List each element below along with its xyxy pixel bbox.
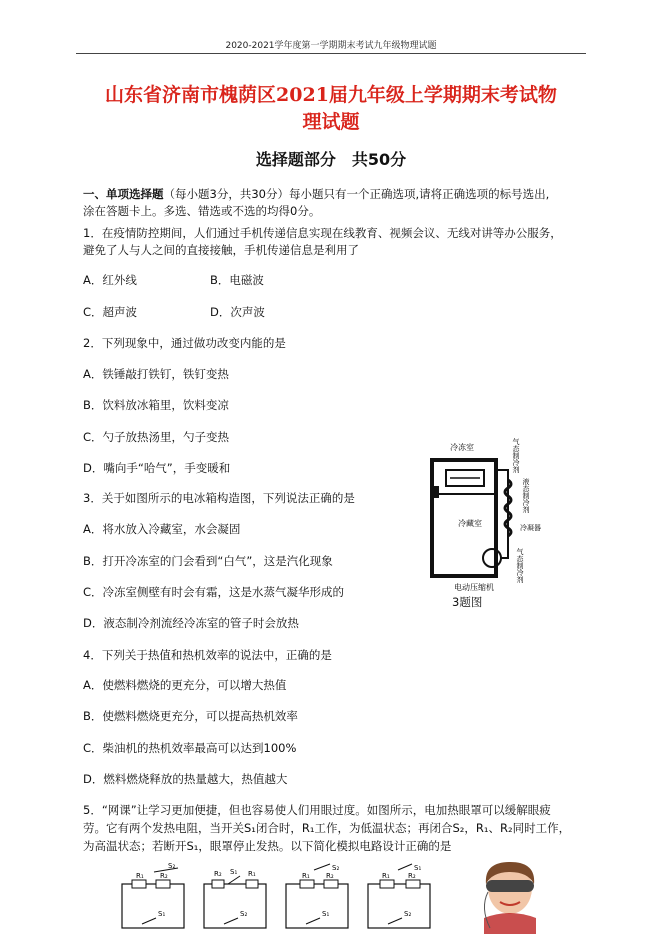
- svg-text:S₁: S₁: [230, 868, 238, 876]
- circuit-d: [368, 864, 430, 928]
- part1-heading: 一、单项选择题: [83, 187, 164, 201]
- svg-text:S₁: S₁: [414, 864, 422, 872]
- svg-text:S₂: S₂: [332, 864, 340, 872]
- svg-text:S₂: S₂: [168, 862, 176, 870]
- circuit-b: [204, 868, 266, 928]
- q1-stem-a: 1．在疫情防控期间，人们通过手机传递信息实现在线教育、视频会议、无线对讲等办公服务，: [83, 226, 562, 240]
- svg-text:S₁: S₁: [158, 910, 166, 918]
- label-fridge: 冷藏室: [458, 519, 482, 528]
- q1-option-c: C．超声波: [83, 305, 138, 319]
- q1-stem-b: 避免了人与人之间的直接接触，手机传递信息是利用了: [83, 243, 359, 257]
- q1-option-d: D．次声波: [210, 305, 265, 319]
- svg-text:R₁: R₁: [248, 870, 256, 878]
- header-rule: [76, 53, 586, 54]
- label-freezer: 冷冻室: [450, 443, 474, 452]
- svg-text:R₁: R₁: [302, 872, 310, 880]
- q5-stem-b: 劳。它有两个发热电阻，当开关S₁闭合时，R₁工作，为低温状态；再闭合S₂，R₁、R₂同时工作，: [83, 821, 571, 835]
- q3-option-c: C．冷冻室侧壁有时会有霜，这是水蒸气凝华形成的: [83, 585, 345, 599]
- part1-instruction-a: （每小题3分，共30分）每小题只有一个正确选项,请将正确选项的标号选出,: [163, 187, 550, 201]
- q4-stem: 4．下列关于热值和热机效率的说法中，正确的是: [83, 648, 332, 662]
- label-compressor: 电动压缩机: [454, 583, 494, 592]
- q5-stem-a: 5．“网课”让学习更加便捷，但也容易使人们用眼过度。如图所示，电加热眼罩可以缓解眼疲: [83, 803, 551, 817]
- label-condenser: 冷凝器: [520, 524, 541, 532]
- svg-text:S₂: S₂: [240, 910, 248, 918]
- label-pipe3: 气态制冷剂: [516, 548, 524, 583]
- exam-title-line1: 山东省济南市槐荫区2021届九年级上学期期末考试物: [105, 84, 557, 106]
- circuit-a: [122, 862, 184, 928]
- q5-stem-c: 为高温状态；若断开S₁，眼罩停止发热。以下简化模拟电路设计正确的是: [83, 839, 452, 853]
- circuit-options: [118, 862, 468, 934]
- q3-option-b: B．打开冷冻室的门会看到“白气”，这是汽化现象: [83, 554, 333, 568]
- door-handle: [433, 486, 439, 498]
- q2-option-d: D．嘴向手“哈气”，手变暖和: [83, 461, 231, 475]
- svg-text:R₁: R₁: [382, 872, 390, 880]
- page-header: 2020-2021学年度第一学期期末考试九年级物理试题: [225, 41, 437, 51]
- compressor-icon: [483, 549, 501, 567]
- eye-mask-icon: [486, 880, 534, 892]
- svg-text:R₁: R₁: [136, 872, 144, 880]
- q4-option-b: B．使燃料燃烧更充分，可以提高热机效率: [83, 709, 298, 723]
- eye-mask-illustration: [470, 858, 550, 934]
- q2-option-a: A．铁锤敲打铁钉，铁钉变热: [83, 367, 229, 381]
- svg-text:S₂: S₂: [404, 910, 412, 918]
- circuit-c: [286, 864, 348, 928]
- svg-text:R₂: R₂: [160, 872, 168, 880]
- q2-stem: 2．下列现象中，通过做功改变内能的是: [83, 336, 286, 350]
- q3-option-a: A．将水放入冷藏室，水会凝固: [83, 522, 241, 536]
- exam-title-line2: 理试题: [302, 111, 360, 133]
- q4-option-a: A．使燃料燃烧的更充分，可以增大热值: [83, 678, 287, 692]
- q3-figure-caption: 3题图: [452, 595, 483, 609]
- label-pipe1: 气态制冷剂: [512, 438, 520, 473]
- q3-stem: 3．关于如图所示的电冰箱构造图，下列说法正确的是: [83, 491, 355, 505]
- svg-text:R₂: R₂: [326, 872, 334, 880]
- refrigerator-diagram: [424, 430, 554, 610]
- svg-text:R₂: R₂: [408, 872, 416, 880]
- q2-option-c: C．勺子放热汤里，勺子变热: [83, 430, 230, 444]
- q4-option-d: D．燃料燃烧释放的热量越大，热值越大: [83, 772, 288, 786]
- part1-instruction: [83, 186, 549, 202]
- label-pipe2: 液态制冷剂: [522, 478, 530, 513]
- q1-option-b: B．电磁波: [210, 273, 264, 287]
- q3-option-d: D．液态制冷剂流经冷冻室的管子时会放热: [83, 616, 299, 630]
- q4-option-c: C．柴油机的热机效率最高可以达到100%: [83, 741, 297, 755]
- part1-instruction-b: 涂在答题卡上。多选、错选或不选的均得0分。: [83, 204, 321, 218]
- q1-option-a: A．红外线: [83, 273, 137, 287]
- section-title: 选择题部分 共50分: [255, 150, 407, 169]
- svg-text:R₂: R₂: [214, 870, 222, 878]
- q2-option-b: B．饮料放冰箱里，饮料变凉: [83, 398, 229, 412]
- svg-text:S₁: S₁: [322, 910, 330, 918]
